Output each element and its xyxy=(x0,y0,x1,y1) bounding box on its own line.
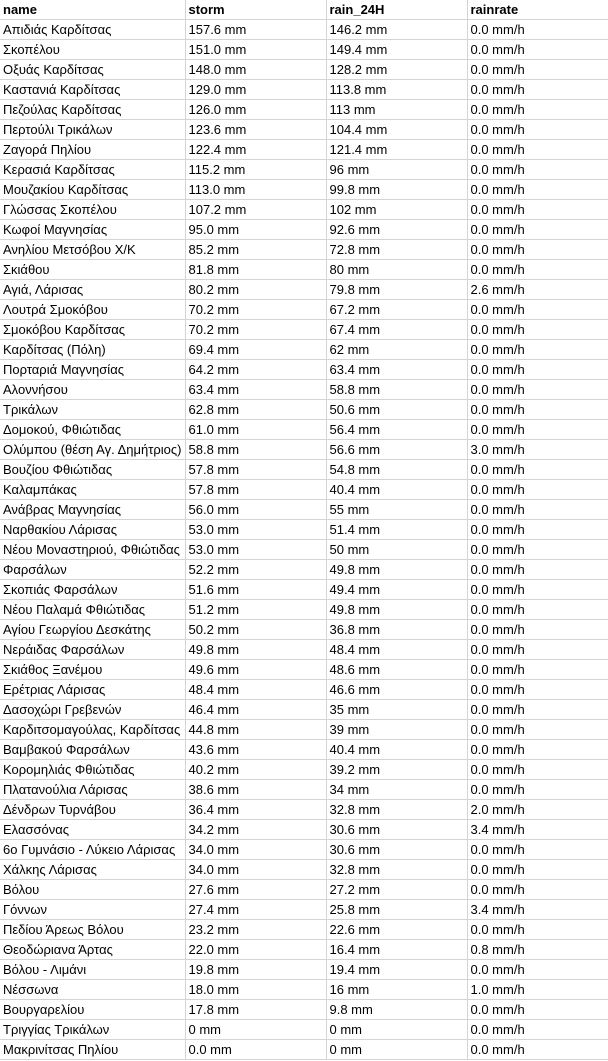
cell-storm[interactable]: 36.4 mm xyxy=(185,800,326,820)
cell-rainrate[interactable]: 1.0 mm/h xyxy=(467,980,608,1000)
cell-name[interactable]: 6ο Γυμνάσιο - Λύκειο Λάρισας xyxy=(0,840,185,860)
table-row xyxy=(0,840,608,860)
table-row xyxy=(0,360,608,380)
table-row xyxy=(0,380,608,400)
table-row xyxy=(0,260,608,280)
cell-rainrate[interactable]: 3.4 mm/h xyxy=(467,820,608,840)
cell-storm[interactable]: 17.8 mm xyxy=(185,1000,326,1020)
cell-rain-24h[interactable]: 46.6 mm xyxy=(326,680,467,700)
table-row xyxy=(0,640,608,660)
cell-name[interactable]: Τρικάλων xyxy=(0,400,185,420)
cell-rainrate[interactable]: 0.0 mm/h xyxy=(467,220,608,240)
cell-storm[interactable]: 151.0 mm xyxy=(185,40,326,60)
cell-storm[interactable]: 107.2 mm xyxy=(185,200,326,220)
cell-rainrate[interactable]: 2.6 mm/h xyxy=(467,280,608,300)
cell-rainrate[interactable]: 0.0 mm/h xyxy=(467,860,608,880)
cell-storm[interactable]: 48.4 mm xyxy=(185,680,326,700)
table-row xyxy=(0,700,608,720)
cell-rain-24h[interactable]: 80 mm xyxy=(326,260,467,280)
cell-rainrate[interactable]: 0.0 mm/h xyxy=(467,300,608,320)
table-row xyxy=(0,500,608,520)
cell-storm[interactable]: 23.2 mm xyxy=(185,920,326,940)
table-row xyxy=(0,960,608,980)
column-header-storm[interactable]: storm xyxy=(185,0,326,20)
cell-storm[interactable]: 27.4 mm xyxy=(185,900,326,920)
table-row xyxy=(0,860,608,880)
cell-rain-24h[interactable]: 49.8 mm xyxy=(326,600,467,620)
cell-name[interactable]: Δασοχώρι Γρεβενών xyxy=(0,700,185,720)
cell-rain-24h[interactable]: 9.8 mm xyxy=(326,1000,467,1020)
table-row xyxy=(0,100,608,120)
table-row xyxy=(0,680,608,700)
cell-storm[interactable]: 0.0 mm xyxy=(185,1040,326,1060)
cell-storm[interactable]: 69.4 mm xyxy=(185,340,326,360)
cell-rainrate[interactable]: 0.0 mm/h xyxy=(467,1040,608,1060)
cell-name[interactable]: Καστανιά Καρδίτσας xyxy=(0,80,185,100)
table-row xyxy=(0,920,608,940)
cell-storm[interactable]: 113.0 mm xyxy=(185,180,326,200)
cell-rain-24h[interactable]: 39.2 mm xyxy=(326,760,467,780)
cell-rainrate[interactable]: 3.0 mm/h xyxy=(467,440,608,460)
cell-name[interactable]: Σκοπιάς Φαρσάλων xyxy=(0,580,185,600)
cell-name[interactable]: Ναρθακίου Λάρισας xyxy=(0,520,185,540)
cell-name[interactable]: Αλοννήσου xyxy=(0,380,185,400)
cell-rain-24h[interactable]: 39 mm xyxy=(326,720,467,740)
table-row xyxy=(0,780,608,800)
table-row xyxy=(0,620,608,640)
cell-rain-24h[interactable]: 58.8 mm xyxy=(326,380,467,400)
cell-rain-24h[interactable]: 34 mm xyxy=(326,780,467,800)
cell-name[interactable]: Βουργαρελίου xyxy=(0,1000,185,1020)
cell-storm[interactable]: 157.6 mm xyxy=(185,20,326,40)
cell-storm[interactable]: 58.8 mm xyxy=(185,440,326,460)
table-row xyxy=(0,60,608,80)
cell-rain-24h[interactable]: 22.6 mm xyxy=(326,920,467,940)
cell-rain-24h[interactable]: 54.8 mm xyxy=(326,460,467,480)
cell-rainrate[interactable]: 0.0 mm/h xyxy=(467,720,608,740)
cell-name[interactable]: Ζαγορά Πηλίου xyxy=(0,140,185,160)
cell-name[interactable]: Πλατανούλια Λάρισας xyxy=(0,780,185,800)
table-body xyxy=(0,20,608,1060)
cell-storm[interactable]: 22.0 mm xyxy=(185,940,326,960)
table-row xyxy=(0,320,608,340)
table-row xyxy=(0,200,608,220)
cell-storm[interactable]: 80.2 mm xyxy=(185,280,326,300)
cell-rainrate[interactable]: 0.0 mm/h xyxy=(467,240,608,260)
column-header-name[interactable]: name xyxy=(0,0,185,20)
cell-rain-24h[interactable]: 67.2 mm xyxy=(326,300,467,320)
cell-storm[interactable]: 57.8 mm xyxy=(185,460,326,480)
table-row xyxy=(0,140,608,160)
cell-storm[interactable]: 27.6 mm xyxy=(185,880,326,900)
cell-rainrate[interactable]: 0.0 mm/h xyxy=(467,620,608,640)
cell-rainrate[interactable]: 0.0 mm/h xyxy=(467,740,608,760)
cell-rainrate[interactable]: 0.0 mm/h xyxy=(467,1000,608,1020)
cell-storm[interactable]: 51.2 mm xyxy=(185,600,326,620)
cell-storm[interactable]: 115.2 mm xyxy=(185,160,326,180)
cell-storm[interactable]: 53.0 mm xyxy=(185,520,326,540)
cell-storm[interactable]: 38.6 mm xyxy=(185,780,326,800)
column-header-rain-24h[interactable]: rain_24H xyxy=(326,0,467,20)
cell-name[interactable]: Νέου Μοναστηριού, Φθιώτιδας xyxy=(0,540,185,560)
cell-rainrate[interactable]: 0.0 mm/h xyxy=(467,660,608,680)
cell-rain-24h[interactable]: 146.2 mm xyxy=(326,20,467,40)
column-header-rainrate[interactable]: rainrate xyxy=(467,0,608,20)
table-row xyxy=(0,880,608,900)
table-row xyxy=(0,180,608,200)
cell-rainrate[interactable]: 0.0 mm/h xyxy=(467,380,608,400)
table-row xyxy=(0,820,608,840)
cell-rainrate[interactable]: 0.0 mm/h xyxy=(467,120,608,140)
cell-rainrate[interactable]: 0.0 mm/h xyxy=(467,680,608,700)
cell-name[interactable]: Ερέτριας Λάρισας xyxy=(0,680,185,700)
cell-name[interactable]: Καρδιτσομαγούλας, Καρδίτσας xyxy=(0,720,185,740)
cell-rain-24h[interactable]: 113 mm xyxy=(326,100,467,120)
cell-storm[interactable]: 56.0 mm xyxy=(185,500,326,520)
cell-rainrate[interactable]: 0.0 mm/h xyxy=(467,880,608,900)
cell-storm[interactable]: 63.4 mm xyxy=(185,380,326,400)
cell-rainrate[interactable]: 0.0 mm/h xyxy=(467,840,608,860)
cell-rainrate[interactable]: 2.0 mm/h xyxy=(467,800,608,820)
cell-rainrate[interactable]: 0.0 mm/h xyxy=(467,600,608,620)
cell-rain-24h[interactable]: 32.8 mm xyxy=(326,860,467,880)
cell-storm[interactable]: 85.2 mm xyxy=(185,240,326,260)
cell-rain-24h[interactable]: 30.6 mm xyxy=(326,840,467,860)
cell-storm[interactable]: 49.6 mm xyxy=(185,660,326,680)
cell-rain-24h[interactable]: 48.6 mm xyxy=(326,660,467,680)
cell-rain-24h[interactable]: 72.8 mm xyxy=(326,240,467,260)
table-row xyxy=(0,240,608,260)
cell-rainrate[interactable]: 0.0 mm/h xyxy=(467,400,608,420)
cell-storm[interactable]: 52.2 mm xyxy=(185,560,326,580)
cell-name[interactable]: Νεράιδας Φαρσάλων xyxy=(0,640,185,660)
cell-name[interactable]: Καλαμπάκας xyxy=(0,480,185,500)
cell-name[interactable]: Κερασιά Καρδίτσας xyxy=(0,160,185,180)
cell-rainrate[interactable]: 0.0 mm/h xyxy=(467,760,608,780)
table-row xyxy=(0,660,608,680)
cell-name[interactable]: Βόλου - Λιμάνι xyxy=(0,960,185,980)
cell-rainrate[interactable]: 0.0 mm/h xyxy=(467,920,608,940)
cell-rainrate[interactable]: 0.0 mm/h xyxy=(467,320,608,340)
cell-name[interactable]: Ολύμπου (θέση Αγ. Δημήτριος) xyxy=(0,440,185,460)
cell-rainrate[interactable]: 0.0 mm/h xyxy=(467,960,608,980)
cell-rain-24h[interactable]: 16.4 mm xyxy=(326,940,467,960)
cell-storm[interactable]: 95.0 mm xyxy=(185,220,326,240)
table-row xyxy=(0,940,608,960)
cell-rainrate[interactable]: 0.0 mm/h xyxy=(467,180,608,200)
cell-rainrate[interactable]: 0.8 mm/h xyxy=(467,940,608,960)
cell-rainrate[interactable]: 0.0 mm/h xyxy=(467,340,608,360)
cell-rain-24h[interactable]: 51.4 mm xyxy=(326,520,467,540)
cell-rain-24h[interactable]: 30.6 mm xyxy=(326,820,467,840)
cell-rainrate[interactable]: 3.4 mm/h xyxy=(467,900,608,920)
cell-storm[interactable]: 53.0 mm xyxy=(185,540,326,560)
cell-rain-24h[interactable]: 48.4 mm xyxy=(326,640,467,660)
cell-storm[interactable]: 40.2 mm xyxy=(185,760,326,780)
cell-rain-24h[interactable]: 102 mm xyxy=(326,200,467,220)
cell-rainrate[interactable]: 0.0 mm/h xyxy=(467,160,608,180)
cell-rainrate[interactable]: 0.0 mm/h xyxy=(467,460,608,480)
cell-name[interactable]: Βουζίου Φθιώτιδας xyxy=(0,460,185,480)
cell-name[interactable]: Γόννων xyxy=(0,900,185,920)
cell-name[interactable]: Δένδρων Τυρνάβου xyxy=(0,800,185,820)
cell-rain-24h[interactable]: 0 mm xyxy=(326,1020,467,1040)
table-row xyxy=(0,160,608,180)
cell-rainrate[interactable]: 0.0 mm/h xyxy=(467,260,608,280)
cell-rain-24h[interactable]: 96 mm xyxy=(326,160,467,180)
cell-name[interactable]: Μουζακίου Καρδίτσας xyxy=(0,180,185,200)
table-row xyxy=(0,440,608,460)
table-row xyxy=(0,900,608,920)
cell-rain-24h[interactable]: 40.4 mm xyxy=(326,740,467,760)
cell-name[interactable]: Αγίου Γεωργίου Δεσκάτης xyxy=(0,620,185,640)
table-row xyxy=(0,740,608,760)
cell-name[interactable]: Μακρινίτσας Πηλίου xyxy=(0,1040,185,1060)
cell-storm[interactable]: 126.0 mm xyxy=(185,100,326,120)
cell-rain-24h[interactable]: 36.8 mm xyxy=(326,620,467,640)
cell-rain-24h[interactable]: 56.6 mm xyxy=(326,440,467,460)
cell-rain-24h[interactable]: 55 mm xyxy=(326,500,467,520)
table-row xyxy=(0,340,608,360)
cell-rain-24h[interactable]: 50.6 mm xyxy=(326,400,467,420)
table-row xyxy=(0,300,608,320)
table-row xyxy=(0,540,608,560)
cell-name[interactable]: Νέου Παλαμά Φθιώτιδας xyxy=(0,600,185,620)
cell-rain-24h[interactable]: 113.8 mm xyxy=(326,80,467,100)
cell-rain-24h[interactable]: 92.6 mm xyxy=(326,220,467,240)
cell-rainrate[interactable]: 0.0 mm/h xyxy=(467,80,608,100)
cell-storm[interactable]: 57.8 mm xyxy=(185,480,326,500)
cell-storm[interactable]: 64.2 mm xyxy=(185,360,326,380)
cell-storm[interactable]: 62.8 mm xyxy=(185,400,326,420)
table-row xyxy=(0,1040,608,1060)
cell-name[interactable]: Τριγγίας Τρικάλων xyxy=(0,1020,185,1040)
cell-storm[interactable]: 123.6 mm xyxy=(185,120,326,140)
table-row xyxy=(0,520,608,540)
cell-name[interactable]: Σμοκόβου Καρδίτσας xyxy=(0,320,185,340)
cell-name[interactable]: Δομοκού, Φθιώτιδας xyxy=(0,420,185,440)
cell-name[interactable]: Πεζούλας Καρδίτσας xyxy=(0,100,185,120)
table-row xyxy=(0,720,608,740)
cell-storm[interactable]: 70.2 mm xyxy=(185,320,326,340)
cell-name[interactable]: Κωφοί Μαγνησίας xyxy=(0,220,185,240)
cell-rain-24h[interactable]: 32.8 mm xyxy=(326,800,467,820)
cell-rainrate[interactable]: 0.0 mm/h xyxy=(467,520,608,540)
header-row xyxy=(0,0,608,20)
cell-storm[interactable]: 43.6 mm xyxy=(185,740,326,760)
table-row xyxy=(0,1020,608,1040)
cell-name[interactable]: Ανάβρας Μαγνησίας xyxy=(0,500,185,520)
cell-rainrate[interactable]: 0.0 mm/h xyxy=(467,20,608,40)
cell-storm[interactable]: 0 mm xyxy=(185,1020,326,1040)
cell-name[interactable]: Περτούλι Τρικάλων xyxy=(0,120,185,140)
cell-rainrate[interactable]: 0.0 mm/h xyxy=(467,140,608,160)
table-row xyxy=(0,120,608,140)
cell-rainrate[interactable]: 0.0 mm/h xyxy=(467,580,608,600)
cell-storm[interactable]: 51.6 mm xyxy=(185,580,326,600)
cell-storm[interactable]: 129.0 mm xyxy=(185,80,326,100)
table-row xyxy=(0,400,608,420)
table-row xyxy=(0,40,608,60)
cell-name[interactable]: Λουτρά Σμοκόβου xyxy=(0,300,185,320)
cell-rain-24h[interactable]: 0 mm xyxy=(326,1040,467,1060)
cell-storm[interactable]: 50.2 mm xyxy=(185,620,326,640)
cell-name[interactable]: Αγιά, Λάρισας xyxy=(0,280,185,300)
cell-name[interactable]: Χάλκης Λάρισας xyxy=(0,860,185,880)
cell-rain-24h[interactable]: 25.8 mm xyxy=(326,900,467,920)
table-row xyxy=(0,760,608,780)
cell-name[interactable]: Θεοδώριανα Άρτας xyxy=(0,940,185,960)
cell-storm[interactable]: 49.8 mm xyxy=(185,640,326,660)
cell-rainrate[interactable]: 0.0 mm/h xyxy=(467,640,608,660)
cell-rain-24h[interactable]: 16 mm xyxy=(326,980,467,1000)
cell-storm[interactable]: 34.2 mm xyxy=(185,820,326,840)
cell-rain-24h[interactable]: 35 mm xyxy=(326,700,467,720)
table-row xyxy=(0,420,608,440)
cell-storm[interactable]: 122.4 mm xyxy=(185,140,326,160)
table-row xyxy=(0,20,608,40)
cell-rain-24h[interactable]: 104.4 mm xyxy=(326,120,467,140)
cell-name[interactable]: Σκιάθος Ξανέμου xyxy=(0,660,185,680)
cell-rain-24h[interactable]: 27.2 mm xyxy=(326,880,467,900)
cell-rain-24h[interactable]: 56.4 mm xyxy=(326,420,467,440)
cell-name[interactable]: Σκιάθου xyxy=(0,260,185,280)
cell-storm[interactable]: 44.8 mm xyxy=(185,720,326,740)
cell-storm[interactable]: 46.4 mm xyxy=(185,700,326,720)
cell-name[interactable]: Νέσσωνα xyxy=(0,980,185,1000)
cell-rain-24h[interactable]: 128.2 mm xyxy=(326,60,467,80)
table-row xyxy=(0,580,608,600)
cell-rain-24h[interactable]: 19.4 mm xyxy=(326,960,467,980)
cell-name[interactable]: Γλώσσας Σκοπέλου xyxy=(0,200,185,220)
cell-name[interactable]: Απιδιάς Καρδίτσας xyxy=(0,20,185,40)
cell-name[interactable]: Οξυάς Καρδίτσας xyxy=(0,60,185,80)
cell-storm[interactable]: 34.0 mm xyxy=(185,860,326,880)
cell-rainrate[interactable]: 0.0 mm/h xyxy=(467,560,608,580)
cell-rainrate[interactable]: 0.0 mm/h xyxy=(467,40,608,60)
cell-name[interactable]: Καρδίτσας (Πόλη) xyxy=(0,340,185,360)
table-row xyxy=(0,220,608,240)
cell-storm[interactable]: 70.2 mm xyxy=(185,300,326,320)
table-row xyxy=(0,1000,608,1020)
cell-rain-24h[interactable]: 49.4 mm xyxy=(326,580,467,600)
table-row xyxy=(0,280,608,300)
cell-rainrate[interactable]: 0.0 mm/h xyxy=(467,1020,608,1040)
cell-rainrate[interactable]: 0.0 mm/h xyxy=(467,360,608,380)
cell-storm[interactable]: 18.0 mm xyxy=(185,980,326,1000)
cell-name[interactable]: Πορταριά Μαγνησίας xyxy=(0,360,185,380)
cell-rainrate[interactable]: 0.0 mm/h xyxy=(467,100,608,120)
cell-name[interactable]: Ανηλίου Μετσόβου Χ/Κ xyxy=(0,240,185,260)
table-row xyxy=(0,980,608,1000)
cell-storm[interactable]: 61.0 mm xyxy=(185,420,326,440)
cell-rainrate[interactable]: 0.0 mm/h xyxy=(467,780,608,800)
cell-name[interactable]: Κορομηλιάς Φθιώτιδας xyxy=(0,760,185,780)
cell-rain-24h[interactable]: 40.4 mm xyxy=(326,480,467,500)
cell-name[interactable]: Σκοπέλου xyxy=(0,40,185,60)
cell-rainrate[interactable]: 0.0 mm/h xyxy=(467,500,608,520)
table-row xyxy=(0,460,608,480)
cell-name[interactable]: Βόλου xyxy=(0,880,185,900)
cell-rainrate[interactable]: 0.0 mm/h xyxy=(467,420,608,440)
cell-rain-24h[interactable]: 49.8 mm xyxy=(326,560,467,580)
cell-rainrate[interactable]: 0.0 mm/h xyxy=(467,540,608,560)
table-row xyxy=(0,480,608,500)
cell-rain-24h[interactable]: 79.8 mm xyxy=(326,280,467,300)
cell-name[interactable]: Φαρσάλων xyxy=(0,560,185,580)
cell-storm[interactable]: 81.8 mm xyxy=(185,260,326,280)
cell-name[interactable]: Βαμβακού Φαρσάλων xyxy=(0,740,185,760)
table-row xyxy=(0,600,608,620)
cell-rain-24h[interactable]: 121.4 mm xyxy=(326,140,467,160)
cell-rainrate[interactable]: 0.0 mm/h xyxy=(467,60,608,80)
cell-rain-24h[interactable]: 99.8 mm xyxy=(326,180,467,200)
cell-storm[interactable]: 148.0 mm xyxy=(185,60,326,80)
cell-rainrate[interactable]: 0.0 mm/h xyxy=(467,700,608,720)
cell-rain-24h[interactable]: 149.4 mm xyxy=(326,40,467,60)
table-row xyxy=(0,800,608,820)
cell-storm[interactable]: 19.8 mm xyxy=(185,960,326,980)
cell-name[interactable]: Πεδίου Άρεως Βόλου xyxy=(0,920,185,940)
cell-rain-24h[interactable]: 63.4 mm xyxy=(326,360,467,380)
cell-storm[interactable]: 34.0 mm xyxy=(185,840,326,860)
cell-name[interactable]: Ελασσόνας xyxy=(0,820,185,840)
cell-rain-24h[interactable]: 50 mm xyxy=(326,540,467,560)
table-row xyxy=(0,80,608,100)
cell-rainrate[interactable]: 0.0 mm/h xyxy=(467,200,608,220)
cell-rain-24h[interactable]: 62 mm xyxy=(326,340,467,360)
table-row xyxy=(0,560,608,580)
cell-rainrate[interactable]: 0.0 mm/h xyxy=(467,480,608,500)
cell-rain-24h[interactable]: 67.4 mm xyxy=(326,320,467,340)
